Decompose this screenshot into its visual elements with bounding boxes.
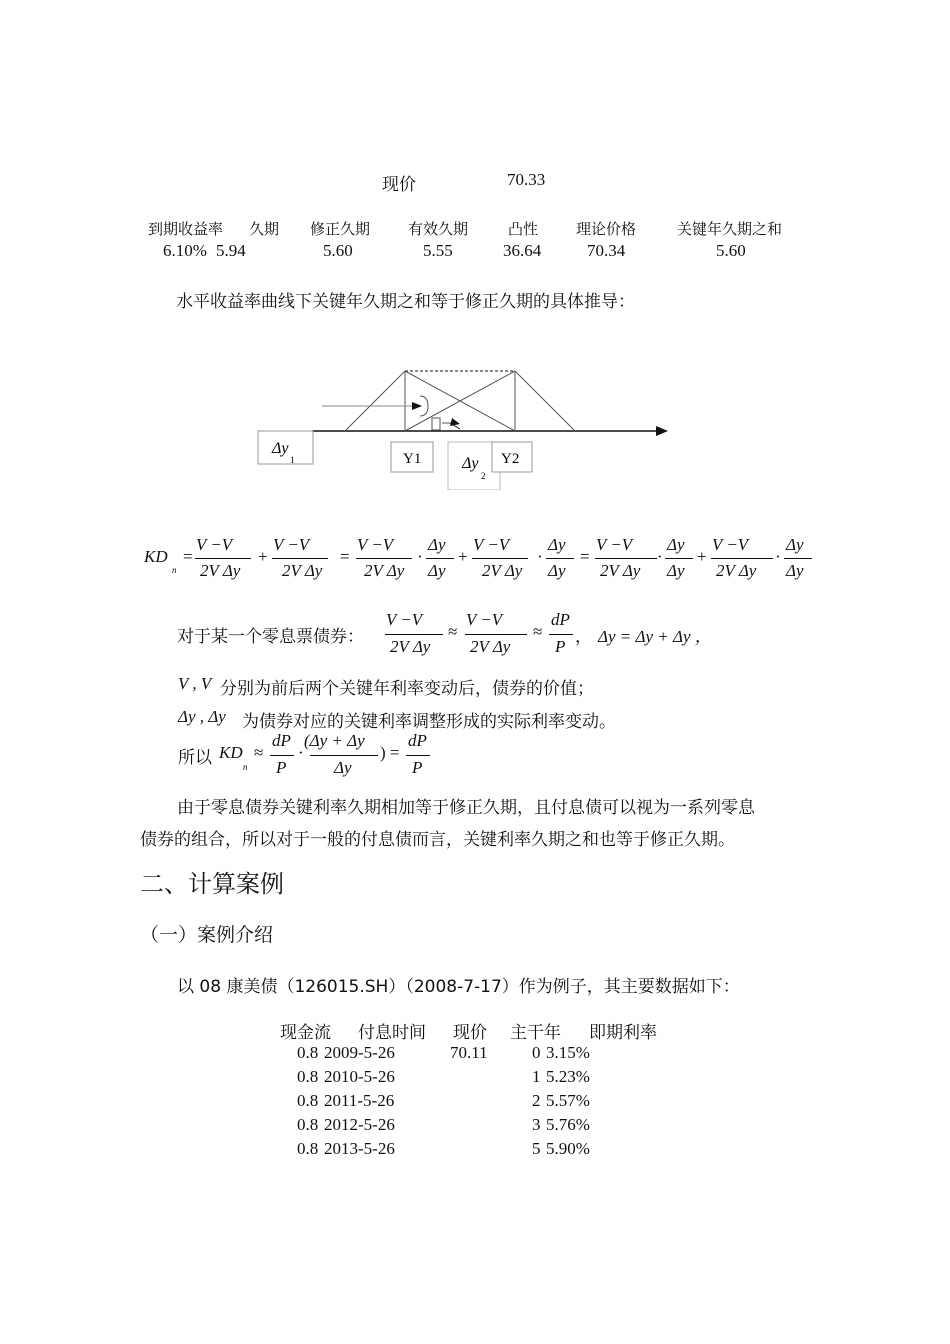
value-effective-duration: 5.55: [423, 241, 453, 260]
label-dy2: Δy: [462, 455, 479, 472]
t6-dy2: Δy: [786, 535, 804, 554]
row-spot-rate: 5.90%: [546, 1139, 590, 1158]
therefore-approx: ≈: [254, 743, 264, 762]
header-duration: 久期: [249, 220, 280, 238]
zc-approx-2: ≈: [533, 622, 543, 641]
t6-den: 2V Δy: [716, 561, 757, 580]
dot-2: ·: [537, 547, 543, 566]
therefore-dP-2: dP: [408, 731, 427, 750]
kd-lhs: KD: [144, 547, 168, 566]
row-date: 2013-5-26: [324, 1139, 395, 1158]
kd-plus-1: +: [258, 547, 268, 566]
zc-dy-sum: Δy = Δy + Δy ，: [598, 627, 712, 646]
therefore-den: Δy: [334, 758, 352, 777]
value-key-rate-sum: 5.60: [716, 241, 746, 260]
row-spot-rate: 5.23%: [546, 1067, 590, 1086]
row-spot-rate: 5.57%: [546, 1091, 590, 1110]
intro-line: 水平收益率曲线下关键年久期之和等于修正久期的具体推导：: [176, 292, 635, 312]
conclusion-line-2: 债券的组合，所以对于一般的付息债而言，关键利率久期之和也等于修正久期。: [140, 830, 735, 850]
row-cashflow: 0.8: [297, 1139, 319, 1158]
zc-dP: dP: [551, 610, 570, 629]
row-cashflow: 0.8: [297, 1067, 319, 1086]
dy1-dy2-symbols: Δy , Δy: [178, 707, 226, 726]
t1-num: V −V: [196, 535, 233, 554]
kd-lhs-sub: n: [172, 565, 177, 575]
t1-den: 2V Δy: [200, 561, 241, 580]
dot-4: ·: [775, 547, 781, 566]
t4-dy2: Δy: [548, 535, 566, 554]
kd-plus-2: +: [458, 547, 468, 566]
label-y1: Y1: [403, 451, 422, 467]
case-header-pay-date: 付息时间: [358, 1023, 426, 1043]
therefore-num: (Δy + Δy: [304, 731, 365, 750]
row-date: 2011-5-26: [324, 1091, 395, 1110]
label-y2: Y2: [501, 451, 520, 467]
header-modified-duration: 修正久期: [310, 220, 371, 238]
kd-eq-1: =: [183, 547, 193, 566]
dy-definition: 为债券对应的关键利率调整形成的实际利率变动。: [242, 712, 616, 732]
case-intro: 以 08 康美债（126015.SH）（2008-7-17）作为例子，其主要数据如下：: [177, 977, 740, 997]
value-duration: 5.94: [216, 241, 246, 260]
conclusion-line-1: 由于零息债券关键利率久期相加等于修正久期，且付息债可以视为一系列零息: [177, 798, 755, 818]
axis-arrow: [656, 426, 668, 436]
zc-t2-num: V −V: [466, 610, 503, 629]
t5-dy: Δy: [667, 561, 685, 580]
v1-v2-symbols: V , V: [178, 674, 212, 693]
price-label: 现价: [382, 175, 416, 195]
therefore-close: ) =: [380, 743, 400, 762]
t4-den: 2V Δy: [482, 561, 523, 580]
value-theoretical-price: 70.34: [587, 241, 626, 260]
therefore-label: 所以: [178, 748, 212, 768]
dot-1: ·: [417, 547, 423, 566]
case-header-price: 现价: [453, 1023, 487, 1043]
value-modified-duration: 5.60: [323, 241, 353, 260]
zero-coupon-prefix: 对于某一个零息票债券：: [177, 627, 364, 647]
key-rate-shift-diagram: [250, 360, 680, 490]
zc-t1-den: 2V Δy: [390, 637, 431, 656]
subsection-1-title: （一）案例介绍: [140, 924, 274, 946]
row-date: 2012-5-26: [324, 1115, 395, 1134]
label-dy2-sub: 2: [481, 471, 486, 481]
row-spot-rate: 5.76%: [546, 1115, 590, 1134]
kd-plus-3: +: [697, 547, 707, 566]
t6-dy: Δy: [786, 561, 804, 580]
row-key-year: 1: [532, 1067, 541, 1086]
zc-P: P: [555, 637, 566, 656]
header-theoretical-price: 理论价格: [576, 220, 637, 238]
zc-approx-1: ≈: [448, 622, 458, 641]
t5-num: V −V: [596, 535, 633, 554]
kd-eq-2: =: [340, 547, 350, 566]
v-definition: 分别为前后两个关键年利率变动后，债券的价值；: [220, 679, 594, 699]
t3-den: 2V Δy: [364, 561, 405, 580]
value-ytm: 6.10%: [163, 241, 207, 260]
kd-eq-3: =: [580, 547, 590, 566]
zc-t1-num: V −V: [386, 610, 423, 629]
zc-t2-den: 2V Δy: [470, 637, 511, 656]
row-cashflow: 0.8: [297, 1043, 319, 1062]
row-cashflow: 0.8: [297, 1091, 319, 1110]
label-dy1-sub: 1: [290, 455, 295, 465]
case-header-spot-rate: 即期利率: [589, 1023, 657, 1043]
label-dy1: Δy: [272, 440, 289, 457]
t4-dy: Δy: [548, 561, 566, 580]
t3-num: V −V: [357, 535, 394, 554]
row-cashflow: 0.8: [297, 1115, 319, 1134]
section-2-title: 二、计算案例: [140, 870, 284, 898]
row-date: 2010-5-26: [324, 1067, 395, 1086]
t3-dy1: Δy: [428, 535, 446, 554]
t3-dy: Δy: [428, 561, 446, 580]
row-key-year: 2: [532, 1091, 541, 1110]
therefore-kd-sub: n: [243, 762, 248, 772]
therefore-P: P: [276, 758, 287, 777]
therefore-kd: KD: [219, 743, 243, 762]
row-key-year: 3: [532, 1115, 541, 1134]
row-key-year: 5: [532, 1139, 541, 1158]
t2-den: 2V Δy: [282, 561, 323, 580]
therefore-P-2: P: [412, 758, 423, 777]
header-convexity: 凸性: [508, 220, 539, 238]
header-key-rate-sum: 关键年久期之和: [677, 220, 783, 238]
value-convexity: 36.64: [503, 241, 542, 260]
case-header-key-year: 主干年: [510, 1023, 561, 1043]
row-key-year: 0: [532, 1043, 541, 1062]
therefore-dP: dP: [272, 731, 291, 750]
t6-num: V −V: [712, 535, 749, 554]
case-header-cashflow: 现金流: [280, 1023, 331, 1043]
t5-den: 2V Δy: [600, 561, 641, 580]
header-effective-duration: 有效久期: [408, 220, 469, 238]
zc-comma: ，: [575, 627, 592, 647]
header-ytm: 到期收益率: [148, 220, 224, 238]
t5-dy1: Δy: [667, 535, 685, 554]
t2-num: V −V: [273, 535, 310, 554]
therefore-dot: ·: [298, 743, 304, 762]
row-date: 2009-5-26: [324, 1043, 395, 1062]
t4-num: V −V: [473, 535, 510, 554]
row-price: 70.11: [450, 1043, 488, 1062]
row-spot-rate: 3.15%: [546, 1043, 590, 1062]
dot-3: ·: [657, 547, 663, 566]
price-value: 70.33: [507, 170, 546, 189]
